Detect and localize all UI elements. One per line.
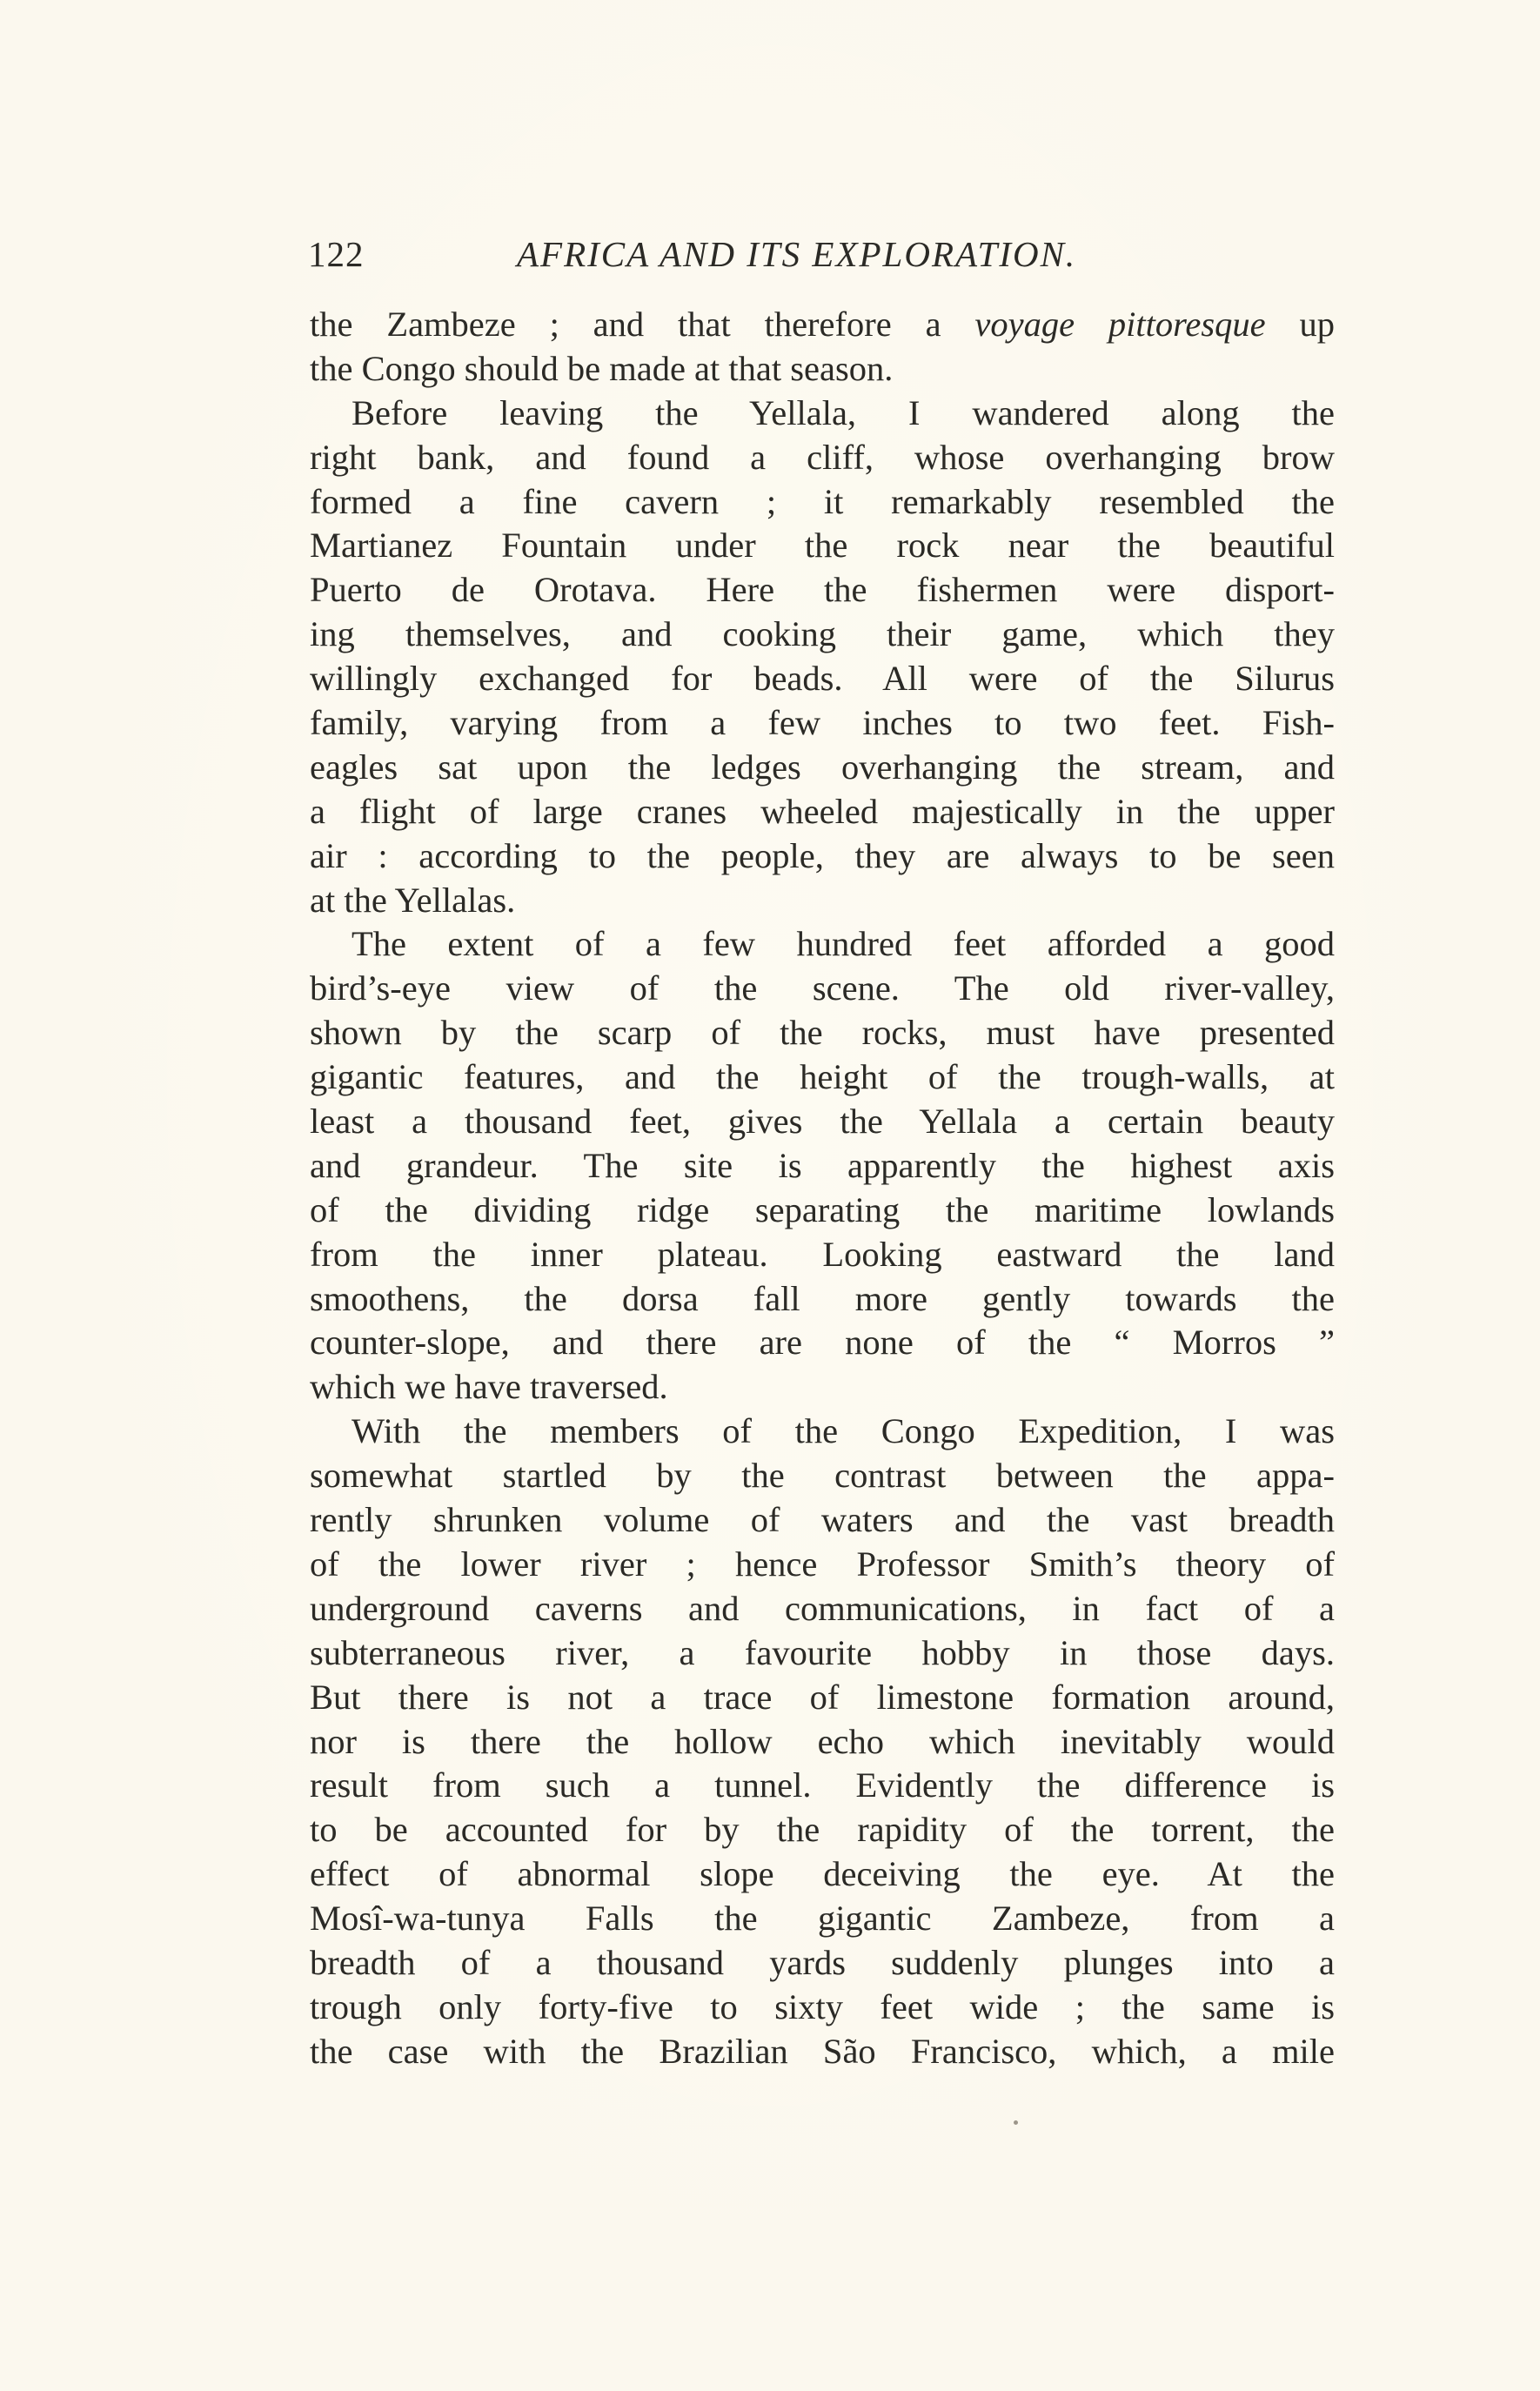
- text-line: of the lower river ; hence Professor Smith’s theory of: [310, 1544, 1335, 1584]
- text-line: Puerto de Orotava. Here the fishermen were disport-: [310, 570, 1335, 610]
- running-head: [308, 228, 1336, 280]
- text-line: effect of abnormal slope deceiving the eye. At the: [310, 1854, 1335, 1894]
- text-line: a flight of large cranes wheeled majestically in the upper: [310, 791, 1335, 831]
- text-line: of the dividing ridge separating the maritime lowlands: [310, 1189, 1335, 1229]
- text-line: willingly exchanged for beads. All were of the Silurus: [310, 659, 1335, 699]
- body-text: [310, 303, 1335, 2074]
- text-line: result from such a tunnel. Evidently the difference is: [310, 1765, 1335, 1805]
- text-line: somewhat startled by the contrast between the appa-: [310, 1456, 1335, 1496]
- text-line: right bank, and found a cliff, whose overhanging brow: [310, 437, 1335, 477]
- text-line: breadth of a thousand yards suddenly plunges into a: [310, 1942, 1335, 1982]
- text-line: smoothens, the dorsa fall more gently towards the: [310, 1278, 1335, 1318]
- text-line: subterraneous river, a favourite hobby in those days.: [310, 1632, 1335, 1672]
- text-line: With the members of the Congo Expedition, I was: [352, 1411, 1335, 1451]
- text-line: Before leaving the Yellala, I wandered along the: [352, 392, 1335, 432]
- page-number: 122: [308, 234, 365, 274]
- text-line: trough only forty-five to sixty feet wide ; the same is: [310, 1986, 1335, 2026]
- text-line: from the inner plateau. Looking eastward the land: [310, 1234, 1335, 1274]
- text-line: least a thousand feet, gives the Yellala a certain beauty: [310, 1102, 1335, 1142]
- text-line: Mosî-wa-tunya Falls the gigantic Zambeze, from a: [310, 1899, 1335, 1939]
- italic-phrase: voyage pittoresque: [974, 305, 1266, 344]
- text-line: the case with the Brazilian São Francisco, which, a mile: [310, 2031, 1335, 2071]
- text-line: and grandeur. The site is apparently the highest axis: [310, 1145, 1335, 1185]
- text-line: rently shrunken volume of waters and the vast breadth: [310, 1500, 1335, 1540]
- text-line: Martianez Fountain under the rock near the beautiful: [310, 526, 1335, 566]
- text-line: bird’s-eye view of the scene. The old river-valley,: [310, 968, 1335, 1008]
- text-line: the Congo should be made at that season.: [310, 348, 894, 388]
- text-line: to be accounted for by the rapidity of the torrent, the: [310, 1810, 1335, 1850]
- text-line: underground caverns and communications, in fact of a: [310, 1588, 1335, 1628]
- text-line: nor is there the hollow echo which inevitably would: [310, 1721, 1335, 1761]
- text-line: which we have traversed.: [310, 1367, 668, 1407]
- text-line: counter-slope, and there are none of the “ Morros ”: [310, 1323, 1335, 1363]
- text-line: eagles sat upon the ledges overhanging the stream, and: [310, 747, 1335, 787]
- text-line: air : according to the people, they are always to be seen: [310, 835, 1335, 875]
- text-line: at the Yellalas.: [310, 880, 516, 920]
- text-line: ing themselves, and cooking their game, which they: [310, 614, 1335, 654]
- text-line: family, varying from a few inches to two feet. Fish-: [310, 703, 1335, 743]
- printing-speck: [1014, 2120, 1018, 2125]
- running-title: AFRICA AND ITS EXPLORATION.: [517, 234, 1077, 274]
- text-line: gigantic features, and the height of the trough-walls, at: [310, 1057, 1335, 1097]
- text-line: formed a fine cavern ; it remarkably resembled the: [310, 481, 1335, 521]
- text-line: But there is not a trace of limestone formation around,: [310, 1677, 1335, 1717]
- text-line: shown by the scarp of the rocks, must have presented: [310, 1013, 1335, 1053]
- text-line: The extent of a few hundred feet afforded a good: [352, 924, 1335, 964]
- text-line-1: the Zambeze ; and that therefore a voyage pittoresque up: [310, 305, 1336, 344]
